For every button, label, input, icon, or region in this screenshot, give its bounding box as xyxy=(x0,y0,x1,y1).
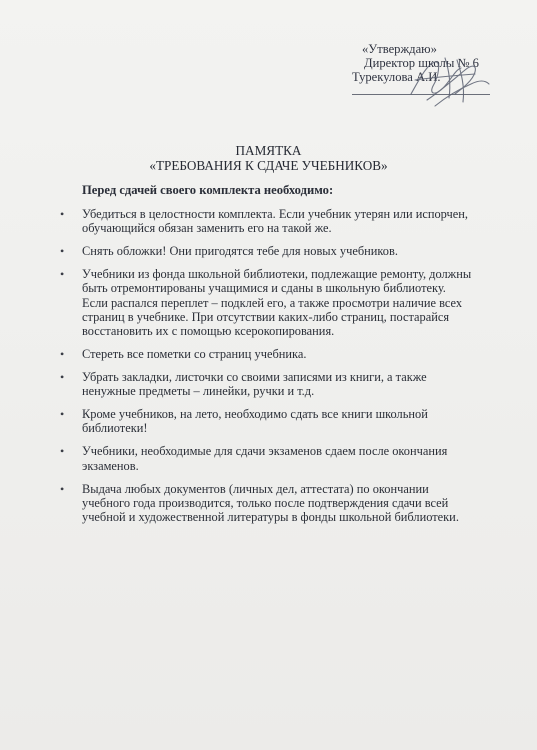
document-title xyxy=(0,144,537,173)
requirement-text-line: Убрать закладки, листочки со своими записями из книги, а также xyxy=(82,370,427,385)
requirement-text-line: ненужные предметы – линейки, ручки и т.д. xyxy=(82,384,315,399)
requirement-item xyxy=(60,482,500,525)
requirement-text-line: быть отремонтированы учащимися и сданы в школьную библиотеку. xyxy=(82,281,446,296)
requirement-text-line: учебного года производится, только после подтверждения сдачи всей xyxy=(82,495,449,510)
bullet-icon: • xyxy=(60,407,65,422)
requirements-list xyxy=(60,207,500,533)
requirement-text-line: Снять обложки! Они пригодятся тебе для новых учебников. xyxy=(82,244,398,259)
approval-position: Директор школы № 6 xyxy=(364,56,479,70)
bullet-icon: • xyxy=(60,244,65,259)
requirement-text-line: учебной и художественной литературы в фонды школьной библиотеки. xyxy=(82,510,459,525)
requirement-item xyxy=(60,267,500,338)
requirement-text-line: обучающийся обязан заменить его на такой же. xyxy=(82,221,332,236)
requirement-text-line: Учебники, необходимые для сдачи экзаменов сдаем после окончания xyxy=(82,444,448,459)
requirement-text-line: Убедиться в целостности комплекта. Если учебник утерян или испорчен, xyxy=(82,207,469,221)
requirement-text-line: страниц в учебнике. При отсутствии каких-либо страниц, постарайся xyxy=(82,309,450,324)
requirement-text-line: библиотеки! xyxy=(82,421,148,436)
requirement-text-line: Если распался переплет – подклей его, а также просмотри наличие всех xyxy=(82,295,463,310)
requirement-text-line: Кроме учебников, на лето, необходимо сдать все книги школьной xyxy=(82,407,428,422)
requirement-text-line: восстановить их с помощью ксерокопирования. xyxy=(82,324,335,339)
bullet-icon: • xyxy=(60,444,65,459)
requirement-text-line: экзаменов. xyxy=(82,458,139,473)
requirement-text-line: Учебники из фонда школьной библиотеки, подлежащие ремонту, должны xyxy=(82,267,472,282)
bullet-icon: • xyxy=(60,347,65,362)
approval-block xyxy=(352,42,522,84)
bullet-icon: • xyxy=(60,370,65,385)
requirement-text-line: Стереть все пометки со страниц учебника. xyxy=(82,347,307,362)
intro-heading: Перед сдачей своего комплекта необходимо: xyxy=(82,183,334,197)
requirement-text-line: Выдача любых документов (личных дел, аттестата) по окончании xyxy=(82,481,429,496)
requirement-item xyxy=(60,244,500,258)
signature-line xyxy=(352,94,490,95)
requirement-item xyxy=(60,347,500,361)
bullet-icon: • xyxy=(60,207,65,221)
title-line-2: «ТРЕБОВАНИЯ К СДАЧЕ УЧЕБНИКОВ» xyxy=(149,157,388,173)
approval-name: Турекулова А.И. xyxy=(352,70,441,84)
approval-heading: «Утверждаю» xyxy=(362,42,437,56)
bullet-icon: • xyxy=(60,267,65,282)
requirement-item xyxy=(60,407,500,435)
requirement-item xyxy=(60,207,500,235)
bullet-icon: • xyxy=(60,481,65,496)
requirement-item xyxy=(60,444,500,472)
title-line-1: ПАМЯТКА xyxy=(235,143,302,158)
requirement-item xyxy=(60,370,500,398)
